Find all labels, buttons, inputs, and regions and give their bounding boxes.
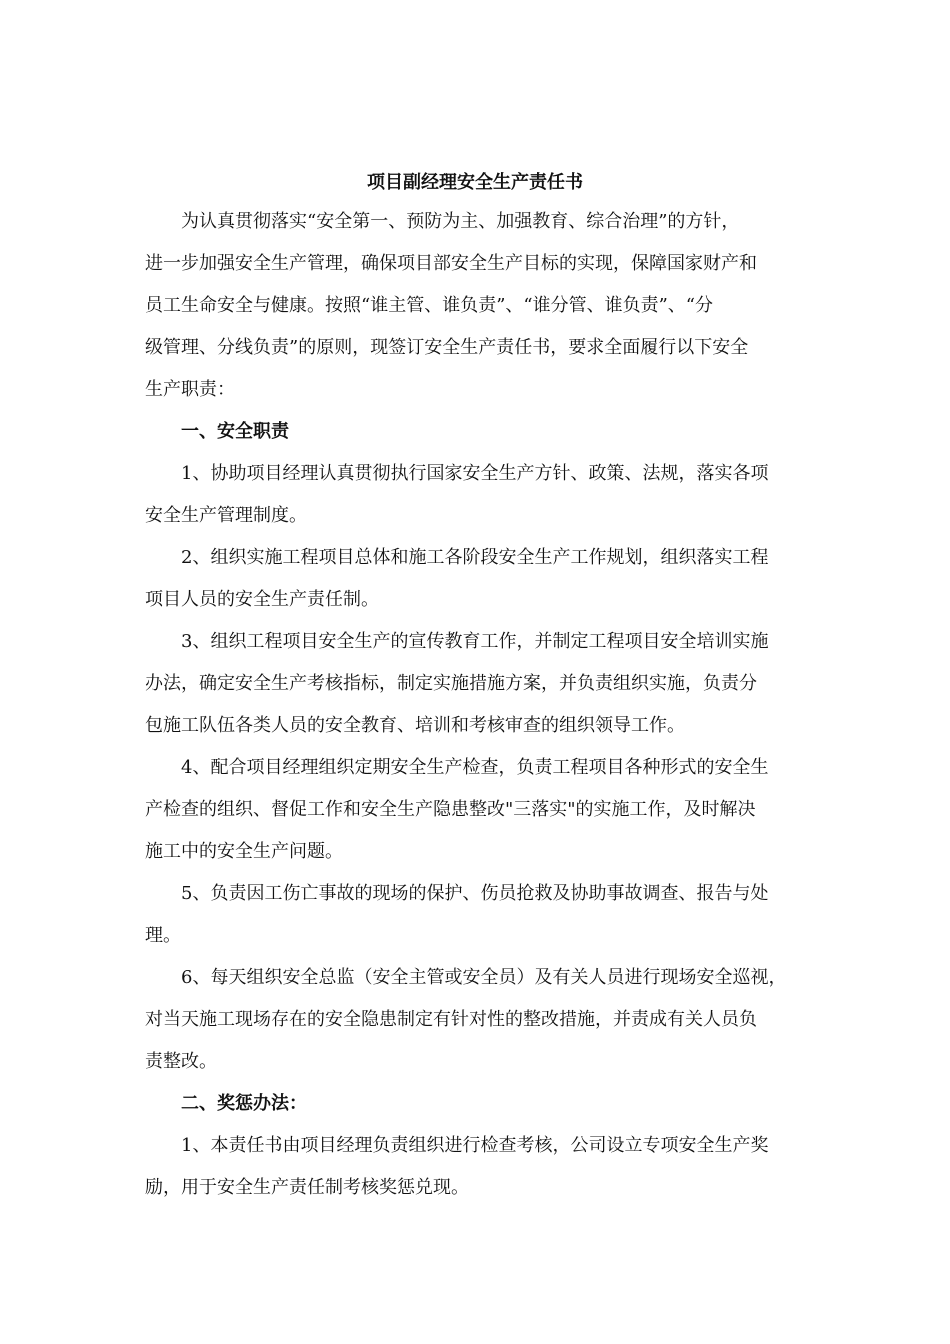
duty-2-line-1: 2、组织实施工程项目总体和施工各阶段安全生产工作规划，组织落实工程	[181, 547, 769, 568]
section-heading-safety-duties: 一、安全职责	[181, 421, 289, 442]
duty-4-line-3: 施工中的安全生产问题。	[145, 841, 343, 862]
duty-6-line-1: 6、每天组织安全总监（安全主管或安全员）及有关人员进行现场安全巡视，	[181, 967, 787, 988]
duty-3-line-3: 包施工队伍各类人员的安全教育、培训和考核审查的组织领导工作。	[145, 715, 685, 736]
section-heading-rewards-penalties: 二、奖惩办法：	[181, 1093, 307, 1114]
duty-4-line-1: 4、配合项目经理组织定期安全生产检查，负责工程项目各种形式的安全生	[181, 757, 769, 778]
duty-1-line-2: 安全生产管理制度。	[145, 505, 307, 526]
duty-1-line-1: 1、协助项目经理认真贯彻执行国家安全生产方针、政策、法规，落实各项	[181, 463, 769, 484]
duty-3-line-1: 3、组织工程项目安全生产的宣传教育工作，并制定工程项目安全培训实施	[181, 631, 769, 652]
duty-3-line-2: 办法，确定安全生产考核指标，制定实施措施方案，并负责组织实施，负责分	[145, 673, 757, 694]
reward-1-line-1: 1、本责任书由项目经理负责组织进行检查考核，公司设立专项安全生产奖	[181, 1135, 769, 1156]
duty-5-line-2: 理。	[145, 925, 181, 946]
intro-line-4: 级管理、分线负责”的原则，现签订安全生产责任书，要求全面履行以下安全	[145, 337, 749, 358]
duty-6-line-2: 对当天施工现场存在的安全隐患制定有针对性的整改措施，并责成有关人员负	[145, 1009, 757, 1030]
document-title: 项目副经理安全生产责任书	[367, 172, 583, 193]
intro-line-5: 生产职责：	[145, 379, 235, 400]
intro-line-3: 员工生命安全与健康。按照“谁主管、谁负责”、“谁分管、谁负责”、“分	[145, 295, 714, 316]
duty-6-line-3: 责整改。	[145, 1051, 217, 1072]
duty-5-line-1: 5、负责因工伤亡事故的现场的保护、伤员抢救及协助事故调查、报告与处	[181, 883, 769, 904]
duty-2-line-2: 项目人员的安全生产责任制。	[145, 589, 379, 610]
reward-1-line-2: 励，用于安全生产责任制考核奖惩兑现。	[145, 1177, 469, 1198]
intro-line-1: 为认真贯彻落实“安全第一、预防为主、加强教育、综合治理”的方针，	[181, 211, 740, 232]
intro-line-2: 进一步加强安全生产管理，确保项目部安全生产目标的实现，保障国家财产和	[145, 253, 757, 274]
duty-4-line-2: 产检查的组织、督促工作和安全生产隐患整改"三落实"的实施工作，及时解决	[145, 799, 756, 820]
